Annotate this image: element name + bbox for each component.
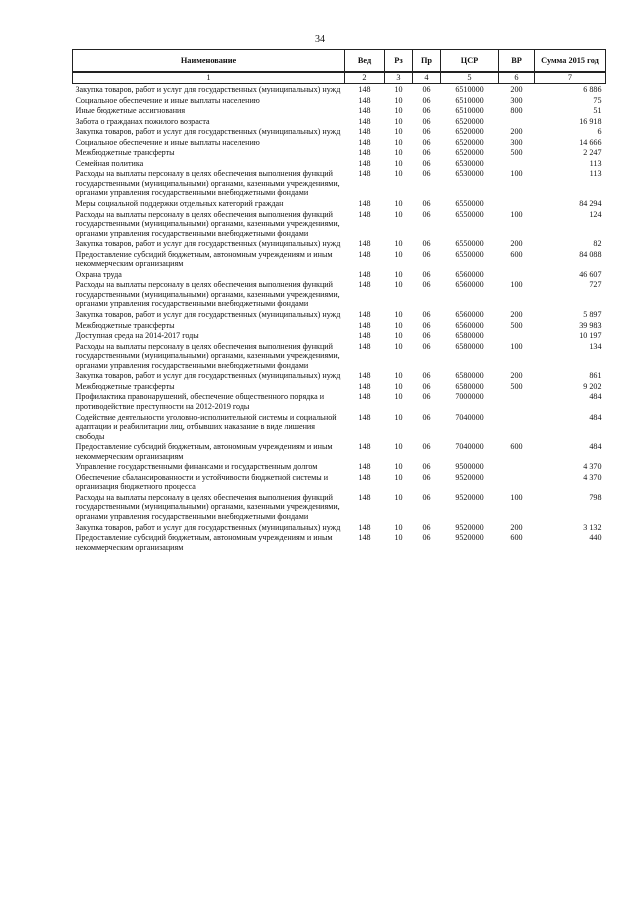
cell-vr: 100 bbox=[510, 280, 523, 290]
cell-vr: 200 bbox=[510, 85, 523, 94]
column-number: 1 bbox=[73, 72, 345, 84]
cell-csr: 6530000 bbox=[455, 169, 484, 179]
cell-pr: 06 bbox=[422, 169, 431, 179]
cell-csr: 6560000 bbox=[455, 269, 484, 279]
cell-rz: 10 bbox=[394, 148, 403, 158]
cell-csr: 6520000 bbox=[455, 148, 484, 158]
cell-rz: 10 bbox=[394, 392, 403, 402]
table-row bbox=[73, 209, 606, 239]
cell-name: Предоставление субсидий бюджетным, автономным учреждениям и иным некоммерческим организациям bbox=[75, 533, 333, 552]
header-vr: ВР bbox=[499, 50, 535, 73]
cell-rz: 10 bbox=[394, 381, 403, 391]
cell-ved: 148 bbox=[358, 137, 371, 147]
cell-pr: 06 bbox=[422, 127, 431, 137]
cell-ved: 148 bbox=[358, 116, 371, 126]
column-number: 4 bbox=[413, 72, 441, 84]
cell-vr: 200 bbox=[510, 371, 523, 381]
cell-csr: 6550000 bbox=[455, 239, 484, 249]
cell-rz: 10 bbox=[394, 280, 403, 290]
cell-name: Забота о гражданах пожилого возраста bbox=[75, 116, 210, 126]
cell-pr: 06 bbox=[422, 280, 431, 290]
table-row bbox=[73, 126, 606, 137]
cell-csr: 6510000 bbox=[455, 85, 484, 94]
column-number: 3 bbox=[385, 72, 413, 84]
cell-ved: 148 bbox=[358, 199, 371, 209]
cell-pr: 06 bbox=[422, 310, 431, 320]
cell-rz: 10 bbox=[394, 209, 403, 219]
table-row bbox=[73, 522, 606, 533]
cell-csr: 7040000 bbox=[455, 442, 484, 452]
cell-pr: 06 bbox=[422, 442, 431, 452]
cell-name: Социальное обеспечение и иные выплаты населению bbox=[75, 95, 260, 105]
cell-pr: 06 bbox=[422, 533, 431, 543]
cell-vr: 200 bbox=[510, 127, 523, 137]
cell-sum: 3 132 bbox=[583, 522, 602, 532]
cell-csr: 9520000 bbox=[455, 492, 484, 502]
cell-name: Доступная среда на 2014-2017 годы bbox=[75, 331, 199, 341]
cell-sum: 798 bbox=[589, 492, 602, 502]
cell-sum: 10 197 bbox=[579, 331, 602, 341]
cell-rz: 10 bbox=[394, 522, 403, 532]
cell-csr: 9520000 bbox=[455, 522, 484, 532]
cell-pr: 06 bbox=[422, 106, 431, 116]
cell-pr: 06 bbox=[422, 95, 431, 105]
cell-rz: 10 bbox=[394, 269, 403, 279]
cell-sum: 5 897 bbox=[583, 310, 602, 320]
cell-sum: 6 bbox=[597, 127, 602, 137]
header-csr: ЦСР bbox=[441, 50, 499, 73]
cell-rz: 10 bbox=[394, 371, 403, 381]
cell-csr: 9520000 bbox=[455, 472, 484, 482]
cell-rz: 10 bbox=[394, 462, 403, 472]
cell-name: Расходы на выплаты персоналу в целях обеспечения выполнения функций государственными (муниципальными) органами, казенными учреждениями, органами управления государственными внебюджетными фондами bbox=[75, 280, 340, 309]
cell-name: Расходы на выплаты персоналу в целях обеспечения выполнения функций государственными (муниципальными) органами, казенными учреждениями, органами управления государственными внебюджетными фондами bbox=[75, 209, 340, 238]
cell-csr: 6550000 bbox=[455, 209, 484, 219]
cell-vr bbox=[499, 269, 535, 280]
cell-name: Расходы на выплаты персоналу в целях обеспечения выполнения функций государственными (муниципальными) органами, казенными учреждениями, органами управления государственными внебюджетными фондами bbox=[75, 341, 340, 370]
cell-ved: 148 bbox=[358, 148, 371, 158]
table-row bbox=[73, 341, 606, 371]
cell-ved: 148 bbox=[358, 320, 371, 330]
cell-name: Расходы на выплаты персоналу в целях обеспечения выполнения функций государственными (муниципальными) органами, казенными учреждениями, органами управления государственными внебюджетными фондами bbox=[75, 492, 340, 521]
cell-csr: 6520000 bbox=[455, 137, 484, 147]
table-header bbox=[73, 50, 606, 84]
cell-ved: 148 bbox=[358, 169, 371, 179]
table-row bbox=[73, 158, 606, 169]
table-row bbox=[73, 147, 606, 158]
cell-rz: 10 bbox=[394, 341, 403, 351]
cell-ved: 148 bbox=[358, 492, 371, 502]
cell-rz: 10 bbox=[394, 85, 403, 94]
table-body bbox=[73, 84, 606, 553]
cell-rz: 10 bbox=[394, 158, 403, 168]
cell-sum: 14 666 bbox=[579, 137, 602, 147]
cell-pr: 06 bbox=[422, 371, 431, 381]
cell-ved: 148 bbox=[358, 280, 371, 290]
cell-name: Семейная политика bbox=[75, 158, 144, 168]
cell-sum: 440 bbox=[589, 533, 602, 543]
cell-ved: 148 bbox=[358, 412, 371, 422]
cell-csr: 6580000 bbox=[455, 341, 484, 351]
cell-pr: 06 bbox=[422, 85, 431, 94]
cell-vr: 200 bbox=[510, 310, 523, 320]
cell-csr: 6560000 bbox=[455, 280, 484, 290]
cell-sum: 4 370 bbox=[583, 472, 602, 482]
cell-pr: 06 bbox=[422, 462, 431, 472]
cell-vr: 100 bbox=[510, 209, 523, 219]
header-rz: Рз bbox=[385, 50, 413, 73]
cell-ved: 148 bbox=[358, 533, 371, 543]
cell-sum: 84 294 bbox=[579, 199, 602, 209]
header-name: Наименование bbox=[73, 50, 345, 73]
cell-sum: 2 247 bbox=[583, 148, 602, 158]
cell-vr bbox=[499, 391, 535, 411]
cell-ved: 148 bbox=[358, 239, 371, 249]
table-row bbox=[73, 370, 606, 381]
table-row bbox=[73, 249, 606, 269]
cell-vr: 100 bbox=[510, 341, 523, 351]
cell-pr: 06 bbox=[422, 137, 431, 147]
column-number: 5 bbox=[441, 72, 499, 84]
cell-vr: 300 bbox=[510, 137, 523, 147]
cell-name: Социальное обеспечение и иные выплаты населению bbox=[75, 137, 260, 147]
cell-name: Межбюджетные трансферты bbox=[75, 148, 175, 158]
table-row bbox=[73, 309, 606, 320]
cell-rz: 10 bbox=[394, 412, 403, 422]
cell-pr: 06 bbox=[422, 522, 431, 532]
cell-name: Межбюджетные трансферты bbox=[75, 320, 175, 330]
cell-name: Закупка товаров, работ и услуг для государственных (муниципальных) нужд bbox=[75, 310, 341, 320]
cell-rz: 10 bbox=[394, 199, 403, 209]
cell-ved: 148 bbox=[358, 85, 371, 94]
cell-name: Меры социальной поддержки отдельных категорий граждан bbox=[75, 199, 284, 209]
column-number: 2 bbox=[345, 72, 385, 84]
cell-name: Предоставление субсидий бюджетным, автономным учреждениям и иным некоммерческим организациям bbox=[75, 442, 333, 461]
cell-rz: 10 bbox=[394, 331, 403, 341]
cell-sum: 124 bbox=[589, 209, 602, 219]
cell-ved: 148 bbox=[358, 249, 371, 259]
cell-ved: 148 bbox=[358, 442, 371, 452]
cell-pr: 06 bbox=[422, 116, 431, 126]
cell-sum: 6 886 bbox=[583, 85, 602, 94]
cell-ved: 148 bbox=[358, 392, 371, 402]
cell-csr: 6510000 bbox=[455, 95, 484, 105]
cell-csr: 6520000 bbox=[455, 116, 484, 126]
cell-pr: 06 bbox=[422, 492, 431, 502]
cell-sum: 51 bbox=[593, 106, 602, 116]
table-row bbox=[73, 84, 606, 95]
cell-csr: 7000000 bbox=[455, 392, 484, 402]
cell-rz: 10 bbox=[394, 239, 403, 249]
cell-pr: 06 bbox=[422, 148, 431, 158]
cell-csr: 7040000 bbox=[455, 412, 484, 422]
cell-name: Закупка товаров, работ и услуг для государственных (муниципальных) нужд bbox=[75, 127, 341, 137]
cell-pr: 06 bbox=[422, 381, 431, 391]
cell-vr: 200 bbox=[510, 239, 523, 249]
cell-pr: 06 bbox=[422, 472, 431, 482]
cell-name: Предоставление субсидий бюджетным, автономным учреждениям и иным некоммерческим организациям bbox=[75, 249, 333, 269]
cell-sum: 82 bbox=[593, 239, 602, 249]
cell-sum: 46 607 bbox=[579, 269, 602, 279]
header-sum: Сумма 2015 год bbox=[535, 50, 606, 73]
cell-pr: 06 bbox=[422, 239, 431, 249]
cell-name: Закупка товаров, работ и услуг для государственных (муниципальных) нужд bbox=[75, 239, 341, 249]
cell-vr: 100 bbox=[510, 169, 523, 179]
header-row bbox=[73, 50, 606, 73]
cell-name: Управление государственными финансами и государственным долгом bbox=[75, 462, 318, 472]
cell-pr: 06 bbox=[422, 341, 431, 351]
cell-name: Закупка товаров, работ и услуг для государственных (муниципальных) нужд bbox=[75, 85, 341, 94]
cell-csr: 6530000 bbox=[455, 158, 484, 168]
cell-ved: 148 bbox=[358, 310, 371, 320]
cell-pr: 06 bbox=[422, 209, 431, 219]
cell-name: Расходы на выплаты персоналу в целях обеспечения выполнения функций государственными (муниципальными) органами, казенными учреждениями, органами управления государственными внебюджетными фондами bbox=[75, 169, 340, 198]
table-row bbox=[73, 461, 606, 472]
cell-csr: 9520000 bbox=[455, 533, 484, 543]
table-row bbox=[73, 279, 606, 309]
cell-vr: 600 bbox=[510, 533, 523, 543]
cell-pr: 06 bbox=[422, 412, 431, 422]
cell-rz: 10 bbox=[394, 533, 403, 543]
cell-sum: 727 bbox=[589, 280, 602, 290]
cell-ved: 148 bbox=[358, 381, 371, 391]
table-row bbox=[73, 441, 606, 461]
cell-sum: 484 bbox=[589, 412, 602, 422]
table-row bbox=[73, 391, 606, 411]
cell-rz: 10 bbox=[394, 249, 403, 259]
cell-csr: 6520000 bbox=[455, 127, 484, 137]
cell-rz: 10 bbox=[394, 106, 403, 116]
table-row bbox=[73, 412, 606, 442]
table-row bbox=[73, 198, 606, 209]
cell-ved: 148 bbox=[358, 371, 371, 381]
cell-rz: 10 bbox=[394, 472, 403, 482]
cell-vr: 800 bbox=[510, 106, 523, 116]
cell-ved: 148 bbox=[358, 269, 371, 279]
cell-rz: 10 bbox=[394, 169, 403, 179]
cell-ved: 148 bbox=[358, 127, 371, 137]
column-number: 7 bbox=[535, 72, 606, 84]
cell-vr: 600 bbox=[510, 442, 523, 452]
cell-sum: 484 bbox=[589, 442, 602, 452]
cell-name: Закупка товаров, работ и услуг для государственных (муниципальных) нужд bbox=[75, 522, 341, 532]
cell-pr: 06 bbox=[422, 199, 431, 209]
cell-vr bbox=[499, 158, 535, 169]
cell-csr: 6550000 bbox=[455, 199, 484, 209]
cell-vr: 200 bbox=[510, 522, 523, 532]
cell-pr: 06 bbox=[422, 158, 431, 168]
cell-pr: 06 bbox=[422, 320, 431, 330]
cell-ved: 148 bbox=[358, 158, 371, 168]
cell-sum: 39 983 bbox=[579, 320, 602, 330]
cell-pr: 06 bbox=[422, 331, 431, 341]
cell-csr: 6580000 bbox=[455, 381, 484, 391]
cell-sum: 84 088 bbox=[579, 249, 602, 259]
cell-vr bbox=[499, 461, 535, 472]
cell-csr: 6580000 bbox=[455, 331, 484, 341]
cell-sum: 9 202 bbox=[583, 381, 602, 391]
cell-ved: 148 bbox=[358, 331, 371, 341]
cell-name: Содействие деятельности уголовно-исполнительной системы и социальной адаптации и реабилитации лиц, отбывших наказание в виде лишения свободы bbox=[75, 412, 337, 441]
cell-name: Межбюджетные трансферты bbox=[75, 381, 175, 391]
cell-csr: 6560000 bbox=[455, 320, 484, 330]
table-row bbox=[73, 320, 606, 331]
cell-sum: 4 370 bbox=[583, 462, 602, 472]
cell-rz: 10 bbox=[394, 116, 403, 126]
cell-vr: 600 bbox=[510, 249, 523, 259]
cell-rz: 10 bbox=[394, 310, 403, 320]
cell-vr: 100 bbox=[510, 492, 523, 502]
cell-name: Иные бюджетные ассигнования bbox=[75, 106, 186, 116]
cell-ved: 148 bbox=[358, 462, 371, 472]
cell-vr bbox=[499, 412, 535, 442]
cell-name: Профилактика правонарушений, обеспечение общественного порядка и противодействие преступности на 2012-2019 годы bbox=[75, 392, 325, 411]
cell-csr: 6510000 bbox=[455, 106, 484, 116]
page-number: 34 bbox=[315, 34, 325, 45]
header-pr: Пр bbox=[413, 50, 441, 73]
cell-vr: 500 bbox=[510, 148, 523, 158]
cell-csr: 6550000 bbox=[455, 249, 484, 259]
cell-rz: 10 bbox=[394, 320, 403, 330]
cell-sum: 113 bbox=[589, 158, 602, 168]
cell-name: Охрана труда bbox=[75, 269, 122, 279]
cell-csr: 9500000 bbox=[455, 462, 484, 472]
cell-ved: 148 bbox=[358, 95, 371, 105]
cell-vr bbox=[499, 472, 535, 492]
column-number-row bbox=[73, 72, 606, 84]
cell-ved: 148 bbox=[358, 522, 371, 532]
table-row bbox=[73, 137, 606, 148]
cell-sum: 861 bbox=[589, 371, 602, 381]
cell-rz: 10 bbox=[394, 127, 403, 137]
table-row bbox=[73, 330, 606, 341]
table-row bbox=[73, 381, 606, 392]
cell-vr: 500 bbox=[510, 381, 523, 391]
cell-ved: 148 bbox=[358, 209, 371, 219]
header-ved: Вед bbox=[345, 50, 385, 73]
cell-vr bbox=[499, 116, 535, 127]
table-row bbox=[73, 532, 606, 552]
cell-sum: 75 bbox=[593, 95, 602, 105]
cell-pr: 06 bbox=[422, 249, 431, 259]
cell-sum: 113 bbox=[589, 169, 602, 179]
cell-csr: 6560000 bbox=[455, 310, 484, 320]
cell-sum: 134 bbox=[589, 341, 602, 351]
cell-ved: 148 bbox=[358, 472, 371, 482]
cell-sum: 484 bbox=[589, 392, 602, 402]
table-row bbox=[73, 238, 606, 249]
table-row bbox=[73, 472, 606, 492]
table-row bbox=[73, 95, 606, 106]
table-row bbox=[73, 168, 606, 198]
cell-pr: 06 bbox=[422, 392, 431, 402]
cell-name: Закупка товаров, работ и услуг для государственных (муниципальных) нужд bbox=[75, 371, 341, 381]
cell-pr: 06 bbox=[422, 269, 431, 279]
table-row bbox=[73, 269, 606, 280]
cell-vr: 300 bbox=[510, 95, 523, 105]
cell-sum: 16 918 bbox=[579, 116, 602, 126]
cell-ved: 148 bbox=[358, 341, 371, 351]
table-row bbox=[73, 105, 606, 116]
cell-vr: 500 bbox=[510, 320, 523, 330]
column-number: 6 bbox=[499, 72, 535, 84]
cell-rz: 10 bbox=[394, 137, 403, 147]
cell-rz: 10 bbox=[394, 95, 403, 105]
cell-rz: 10 bbox=[394, 442, 403, 452]
cell-vr bbox=[499, 330, 535, 341]
cell-ved: 148 bbox=[358, 106, 371, 116]
cell-vr bbox=[499, 198, 535, 209]
budget-table bbox=[72, 49, 606, 552]
cell-rz: 10 bbox=[394, 492, 403, 502]
cell-name: Обеспечение сбалансированности и устойчивости бюджетной системы и организация бюджетного процесса bbox=[75, 472, 329, 492]
table-row bbox=[73, 116, 606, 127]
cell-csr: 6580000 bbox=[455, 371, 484, 381]
table-row bbox=[73, 492, 606, 522]
